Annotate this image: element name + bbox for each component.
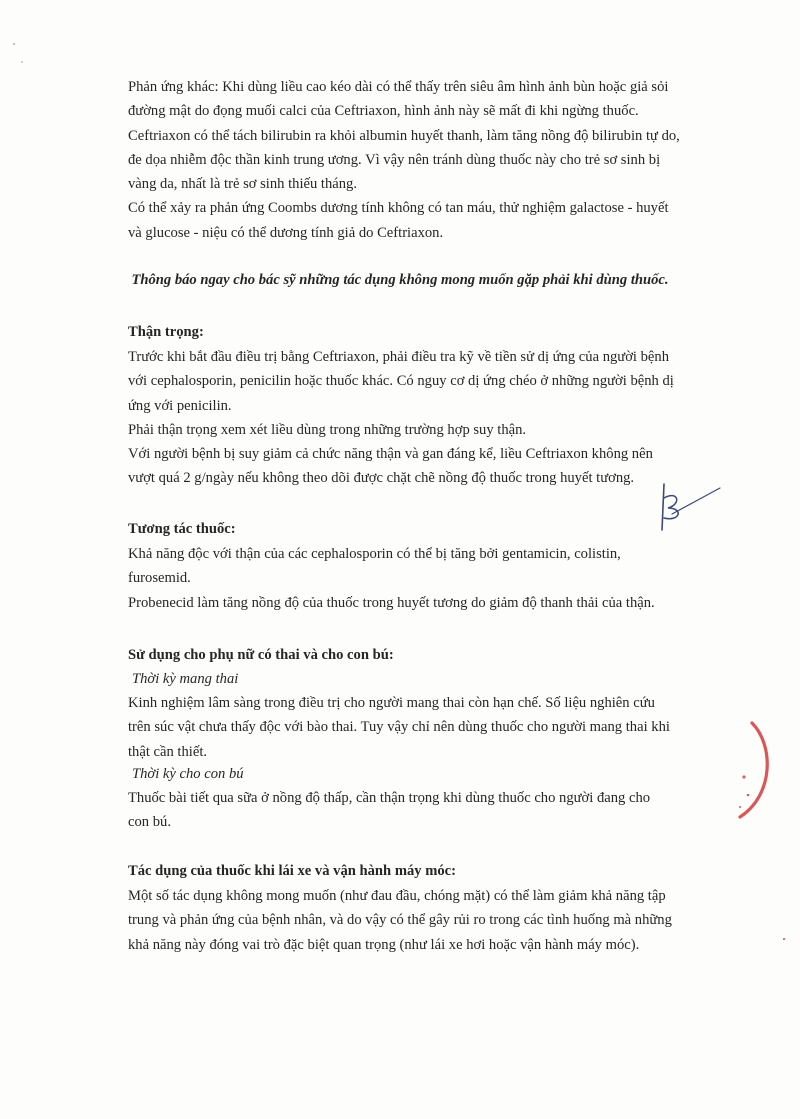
text-line: furosemid. xyxy=(128,570,191,587)
driving-paragraph xyxy=(128,884,718,957)
scan-speck xyxy=(8,40,28,70)
text-line: vượt quá 2 g/ngày nếu không theo dõi được chặt chẽ nồng độ thuốc trong huyết tương. xyxy=(128,470,635,487)
pregnancy-paragraph xyxy=(128,691,718,764)
text-line: và glucose - niệu có thể dương tính giả do Ceftriaxon. xyxy=(128,224,444,241)
interactions-heading: Tương tác thuốc: xyxy=(128,521,236,537)
text-line: Có thể xảy ra phản ứng Coombs dương tính không có tan máu, thử nghiệm galactose - huyết xyxy=(128,200,669,217)
signature-mark xyxy=(650,478,730,538)
text-line: Trước khi bắt đầu điều trị bằng Ceftriaxon, phải điều tra kỹ về tiền sử dị ứng của người bệnh xyxy=(128,349,669,365)
scan-speck xyxy=(780,935,790,945)
text-line: Ceftriaxon có thể tách bilirubin ra khỏi albumin huyết thanh, làm tăng nồng độ bilirubin tự do, xyxy=(128,127,680,144)
text-line: Phải thận trọng xem xét liều dùng trong những trường hợp suy thận. xyxy=(128,421,527,438)
text-line: trên súc vật chưa thấy độc với bào thai. Tuy vậy chỉ nên dùng thuốc cho người mang thai khi xyxy=(128,719,670,736)
text-line: Với người bệnh bị suy giảm cả chức năng thận và gan đáng kể, liều Ceftriaxon không nên xyxy=(128,446,653,463)
text-line: Thuốc bài tiết qua sữa ở nồng độ thấp, cần thận trọng khi dùng thuốc cho người đang cho xyxy=(128,790,651,806)
text-line: ứng với penicilin. xyxy=(128,397,232,414)
stamp-edge xyxy=(730,715,780,825)
text-line: Phản ứng khác: Khi dùng liều cao kéo dài có thể thấy trên siêu âm hình ảnh bùn hoặc giả sỏi xyxy=(128,79,669,95)
text-line: vàng da, nhất là trẻ sơ sinh thiếu tháng. xyxy=(128,176,358,193)
adverse-effects-notice: Thông báo ngay cho bác sỹ những tác dụng không mong muốn gặp phải khi dùng thuốc. xyxy=(131,272,669,288)
precautions-heading: Thận trọng: xyxy=(128,324,204,340)
text-line: với cephalosporin, penicilin hoặc thuốc khác. Có nguy cơ dị ứng chéo ở những người bệnh dị xyxy=(128,373,674,390)
text-line: Probenecid làm tăng nồng độ của thuốc trong huyết tương do giảm độ thanh thải của thận. xyxy=(128,594,655,611)
precautions-paragraph xyxy=(128,345,718,491)
text-line: Kinh nghiệm lâm sàng trong điều trị cho người mang thai còn hạn chế. Số liệu nghiên cứu xyxy=(128,695,655,711)
lactation-subheading: Thời kỳ cho con bú xyxy=(132,766,244,782)
text-line: đường mật do đọng muối calci của Ceftriaxon, hình ảnh này sẽ mất đi khi ngừng thuốc. xyxy=(128,103,639,120)
interactions-paragraph xyxy=(128,542,718,615)
driving-heading: Tác dụng của thuốc khi lái xe và vận hành máy móc: xyxy=(128,863,457,879)
text-line: trung và phản ứng của bệnh nhân, và do vậy có thể gây rủi ro trong các tình huống mà những xyxy=(128,912,672,929)
text-line: con bú. xyxy=(128,814,171,831)
text-line: Một số tác dụng không mong muốn (như đau đầu, chóng mặt) có thể làm giảm khả năng tập xyxy=(128,888,666,904)
text-line: thật cần thiết. xyxy=(128,743,208,760)
side-effects-paragraph xyxy=(128,75,718,245)
text-line: khả năng này đóng vai trò đặc biệt quan trọng (như lái xe hơi hoặc vận hành máy móc). xyxy=(128,936,640,953)
text-line: Khả năng độc với thận của các cephalosporin có thể bị tăng bởi gentamicin, colistin, xyxy=(128,546,621,562)
pregnancy-heading: Sử dụng cho phụ nữ có thai và cho con bú: xyxy=(128,647,394,663)
pregnancy-subheading: Thời kỳ mang thai xyxy=(132,671,239,687)
lactation-paragraph xyxy=(128,786,718,835)
text-line: đe dọa nhiễm độc thần kinh trung ương. Vì vậy nên tránh dùng thuốc này cho trẻ sơ sinh bị xyxy=(128,151,661,168)
